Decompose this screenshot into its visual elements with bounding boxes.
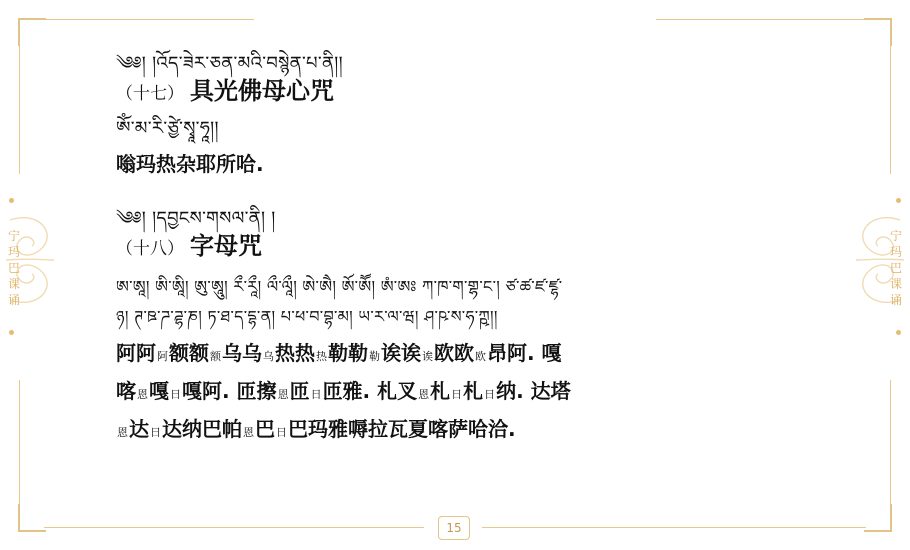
frame-corner-bottom-left (18, 504, 46, 532)
section-number-17: （十七） (116, 84, 184, 104)
mantra-syllable: 热热 (275, 341, 315, 365)
frame-top-line (44, 19, 254, 20)
subscript-syllable: 恩 (243, 426, 254, 439)
mantra-syllable: 嘎阿. 匝擦 (182, 379, 277, 403)
mantra-syllable: 勒勒 (328, 341, 368, 365)
subscript-syllable: 额 (210, 350, 221, 363)
tibetan-mantra-18-line2: ཉ། ཊ་ཋ་ཌ་ཌྷ་ཎ། ཏ་ཐ་ད་དྷ་ན། པ་ཕ་བ་བྷ་མ། ཡ་ར་ལ་ཝ། ཤ་ཥ་ས་ཧ་ཀྵ།། (116, 307, 498, 326)
mantra-syllable: 匝雅. 札叉 (322, 379, 418, 403)
mantra-syllable: 达纳巴帕 (162, 417, 242, 441)
subscript-syllable: 日 (451, 388, 463, 401)
mantra-syllable: 乌乌 (222, 341, 262, 365)
mantra-syllable: 巴 (255, 417, 275, 441)
subscript-syllable: 恩 (277, 388, 289, 401)
mantra-syllable: 札 (430, 379, 451, 403)
subscript-syllable: 日 (276, 426, 287, 439)
subscript-syllable: 日 (484, 388, 496, 401)
ornament-dot (896, 330, 901, 335)
mantra-syllable: 匝 (289, 379, 310, 403)
subscript-syllable: 日 (150, 426, 161, 439)
frame-top-line-right (656, 19, 866, 20)
subscript-syllable: 乌 (263, 350, 274, 363)
frame-corner-bottom-right (864, 504, 892, 532)
section-title-18: 字母咒 (190, 232, 262, 260)
subscript-syllable: 诶 (422, 350, 433, 363)
mantra-syllable: 喀 (116, 379, 136, 403)
frame-left-line (19, 44, 20, 174)
mantra-syllable: 巴玛雅嗕拉瓦夏喀萨哈洽. (288, 417, 516, 441)
mantra-syllable: 纳. 达塔 (496, 379, 571, 403)
tibetan-heading-18: ༄༅། །དབྱངས་གསལ་ནི། ། (116, 208, 276, 229)
chinese-mantra-17: 嗡玛热杂耶所哈. (116, 152, 264, 176)
mantra-syllable: 阿阿 (116, 341, 156, 365)
subscript-syllable: 阿 (157, 350, 168, 363)
subscript-syllable: 日 (170, 388, 181, 401)
frame-right-line-lower (890, 380, 891, 510)
frame-corner-top-right (864, 18, 892, 46)
section-heading-18 (116, 231, 816, 264)
mantra-syllable: 达 (129, 417, 149, 441)
frame-right-line (890, 44, 891, 174)
tibetan-mantra-17: ཨོཾ་མ་རི་ཙྱེ་སྭཱ་ཧཱ།། (116, 118, 219, 139)
mantra-syllable: 欧欧 (434, 341, 474, 365)
subscript-syllable: 热 (316, 350, 327, 363)
subscript-syllable: 恩 (117, 426, 128, 439)
frame-bottom-line-left (44, 527, 424, 528)
mantra-syllable: 札 (463, 379, 484, 403)
subscript-syllable: 欧 (475, 350, 486, 363)
subscript-syllable: 恩 (137, 388, 148, 401)
section-heading-17 (116, 76, 816, 109)
page-content (116, 52, 816, 450)
mantra-syllable: 额额 (169, 341, 209, 365)
frame-corner-top-left (18, 18, 46, 46)
side-title-left: 宁玛巴课诵 (7, 229, 20, 307)
frame-bottom-line-right (482, 527, 866, 528)
ornament-dot (896, 198, 901, 203)
page-number: 15 (438, 516, 470, 540)
frame-left-line-lower (19, 380, 20, 510)
tibetan-heading-17: ༄༅། །འོད་ཟེར་ཅན་མའི་བསྙེན་པ་ནི།། (116, 53, 343, 74)
subscript-syllable: 勒 (369, 350, 380, 363)
section-title-17: 具光佛母心咒 (190, 77, 334, 105)
subscript-syllable: 日 (310, 388, 322, 401)
ornament-dot (9, 330, 14, 335)
chinese-mantra-18-line2 (116, 374, 816, 412)
tibetan-mantra-18-line1: ཨ་ཨཱ། ཨི་ཨཱི། ཨུ་ཨཱུ། རྀ་རཱྀ། ལྀ་ལཱྀ། ཨེ་ཨཻ། ཨོ་ཨཽ། ཨཾ་ཨཿ ཀ་ཁ་ག་གྷ་ང་། ཙ་ཚ་ཛ་ཛྷ་ (116, 277, 563, 296)
ornament-dot (9, 198, 14, 203)
subscript-syllable: 恩 (418, 388, 430, 401)
mantra-syllable: 昂阿. 嘎 (487, 341, 562, 365)
mantra-syllable: 嘎 (149, 379, 169, 403)
chinese-mantra-18-line1 (116, 336, 816, 374)
side-title-right: 宁玛巴课诵 (889, 229, 902, 307)
chinese-mantra-18-line3 (116, 412, 816, 450)
mantra-syllable: 诶诶 (381, 341, 421, 365)
section-number-18: （十八） (116, 239, 184, 259)
